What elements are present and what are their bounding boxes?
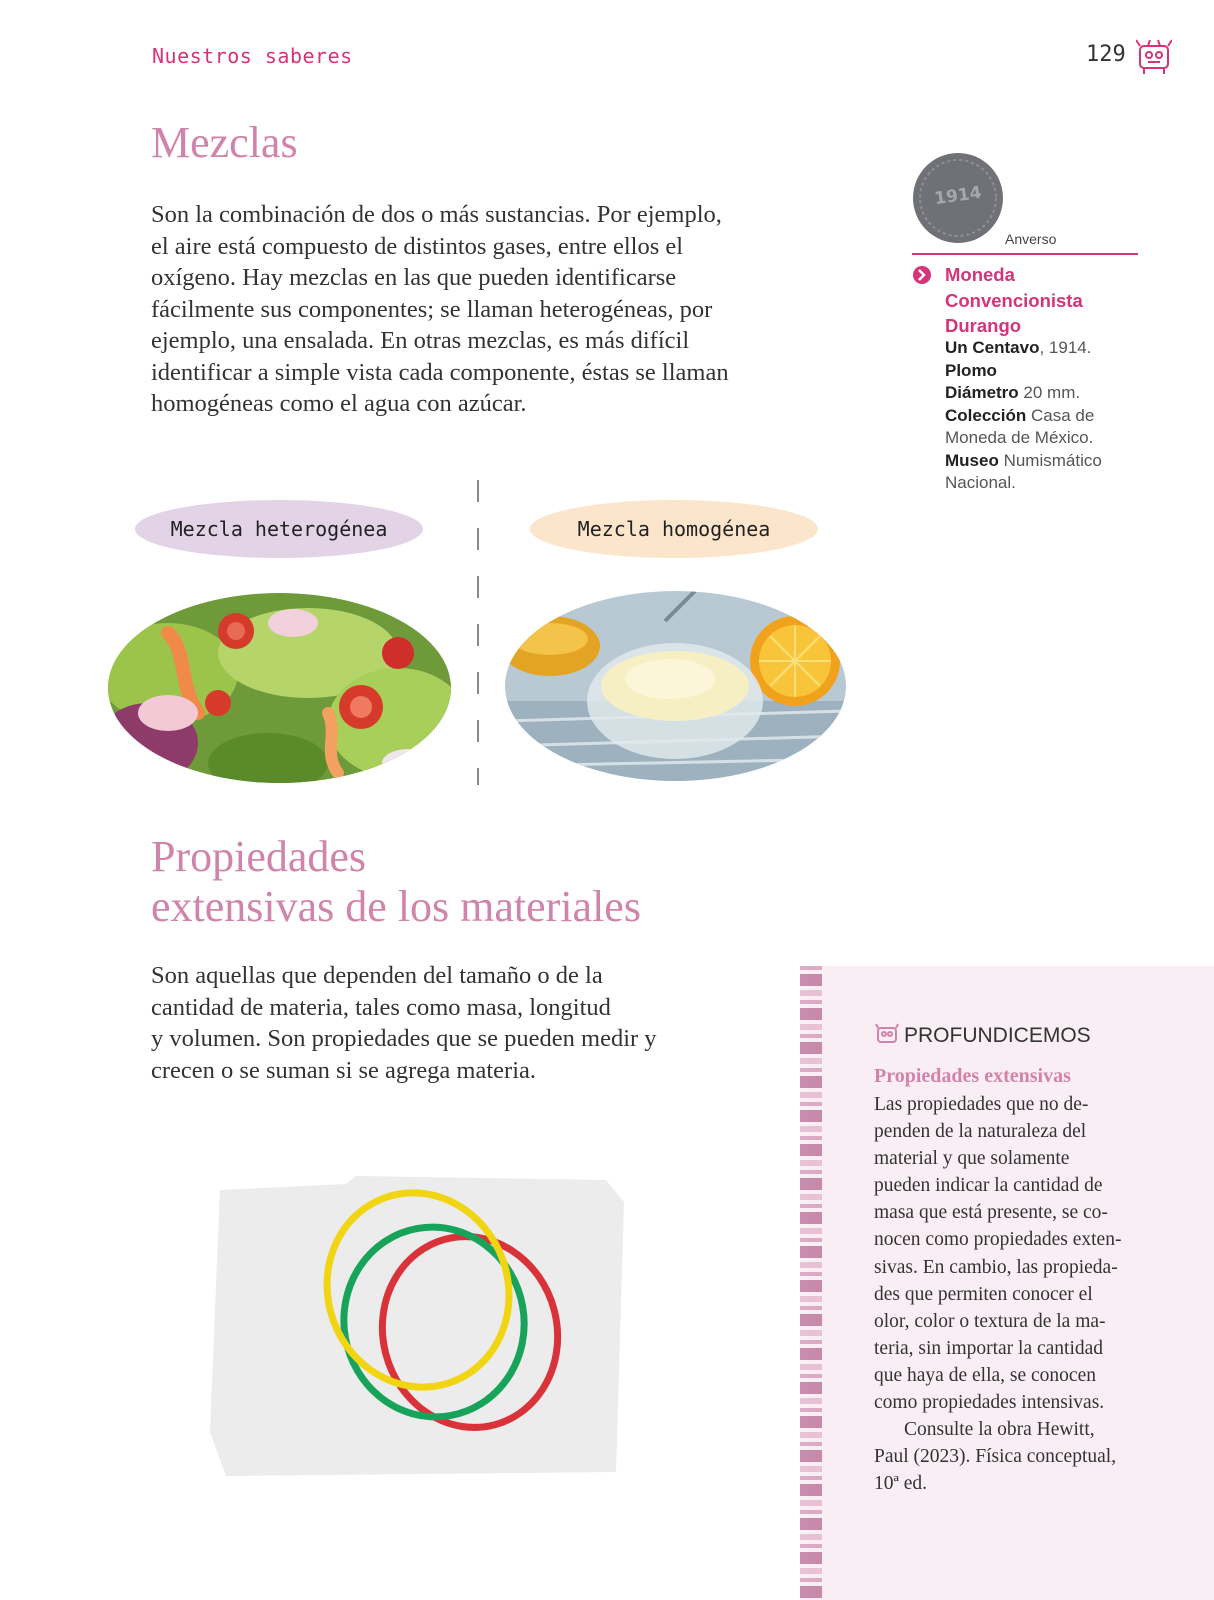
label-mezcla-heterogenea: Mezcla heterogénea xyxy=(135,500,423,558)
profundicemos-heading: PROFUNDICEMOS xyxy=(904,1024,1091,1047)
coin-image xyxy=(912,152,1004,244)
running-head: Nuestros saberes xyxy=(152,44,353,68)
aztec-glyph-icon xyxy=(1136,38,1172,76)
chevron-right-icon xyxy=(913,266,931,284)
coin-face-text: 1914 xyxy=(933,182,983,210)
coin-caption: Un Centavo, 1914. Plomo Diámetro 20 mm. Colección Casa de Moneda de México. Museo Numismático Nacional. xyxy=(945,338,1102,492)
section-title-propiedades: Propiedades extensivas de los materiales xyxy=(151,832,641,931)
salad-image xyxy=(108,593,451,783)
caption-rule xyxy=(912,253,1138,255)
rubber-bands-image xyxy=(206,1172,630,1480)
aztec-glyph-icon xyxy=(875,1023,899,1047)
section-title-mezclas: Mezclas xyxy=(151,118,298,167)
profundicemos-body: Las propiedades que no de- penden de la naturaleza del material y que solamente pueden indicar la cantidad de masa que está presente, se co- nocen como propiedades exten- sivas. En cambio, las propieda- des que permiten conocer el olor, color o textura de la ma- teria, sin importar la cantidad que haya de ella, se conocen como propiedades intensivas. Consulte la obra Hewitt, Paul (2023). Física conceptual, 10ª ed. xyxy=(874,1094,1122,1495)
profundicemos-subheading: Propiedades extensivas xyxy=(874,1065,1071,1087)
propiedades-paragraph: Son aquellas que dependen del tamaño o de la cantidad de materia, tales como masa, longitud y volumen. Son propiedades que se pueden medir y crecen o se suman si se agrega materia. xyxy=(151,962,657,1084)
decorative-border xyxy=(800,966,822,1600)
mezclas-paragraph: Son la combinación de dos o más sustancias. Por ejemplo, el aire está compuesto de distintos gases, entre ellos el oxígeno. Hay mezclas en las que pueden identificarse fácilmente sus componentes; se llaman heterogéneas, por ejemplo, una ensalada. En otras mezclas, es más difícil identificar a simple vista cada componente, éstas se llaman homogéneas como el agua con azúcar. xyxy=(151,201,729,417)
page-number: 129 xyxy=(1086,42,1126,67)
coin-side-label: Anverso xyxy=(1005,231,1057,247)
label-mezcla-homogenea: Mezcla homogénea xyxy=(530,500,818,558)
coin-title: Moneda Convencionista Durango xyxy=(945,264,1083,336)
mayonnaise-image xyxy=(505,591,846,781)
column-divider xyxy=(477,480,479,785)
